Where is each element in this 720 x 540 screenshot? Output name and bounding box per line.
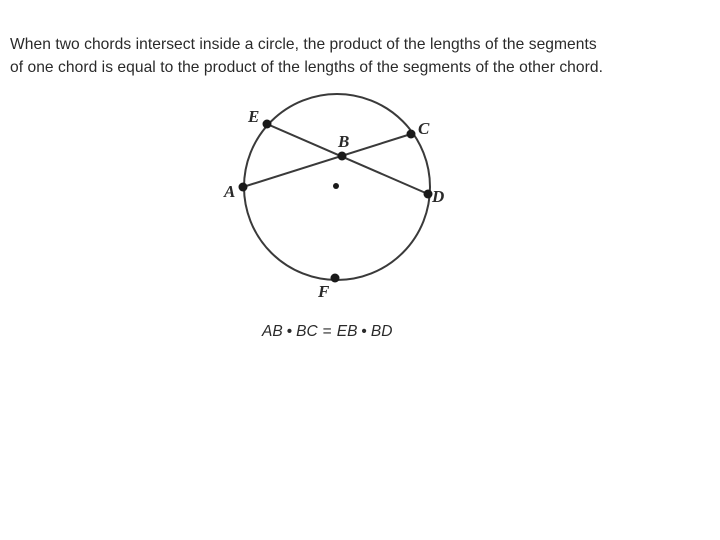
- center-point: [333, 183, 339, 189]
- equation-dot-2: •: [361, 323, 367, 340]
- equation-bc: BC: [296, 323, 318, 340]
- label-b: B: [338, 132, 350, 151]
- equation-eb: EB: [336, 323, 358, 340]
- label-d: D: [432, 187, 445, 206]
- point-b: [338, 152, 347, 161]
- label-a: A: [224, 182, 236, 201]
- equation-dot-1: •: [286, 323, 293, 340]
- chord-ac: [243, 134, 411, 187]
- point-f: [331, 274, 340, 283]
- statement-line-2: of one chord is equal to the product of the lengths of the segments of the other chord.: [10, 59, 603, 76]
- label-c: C: [418, 119, 430, 138]
- equation-bd: BD: [370, 323, 393, 340]
- label-f: F: [318, 282, 330, 301]
- point-e: [263, 120, 272, 129]
- equation-equals: =: [322, 323, 332, 340]
- point-a: [239, 183, 248, 192]
- equation: [262, 323, 392, 341]
- label-e: E: [248, 107, 260, 126]
- equation-ab: AB: [262, 323, 283, 340]
- point-c: [407, 130, 416, 139]
- statement-line-1: When two chords intersect inside a circle, the product of the lengths of the segments: [10, 36, 597, 53]
